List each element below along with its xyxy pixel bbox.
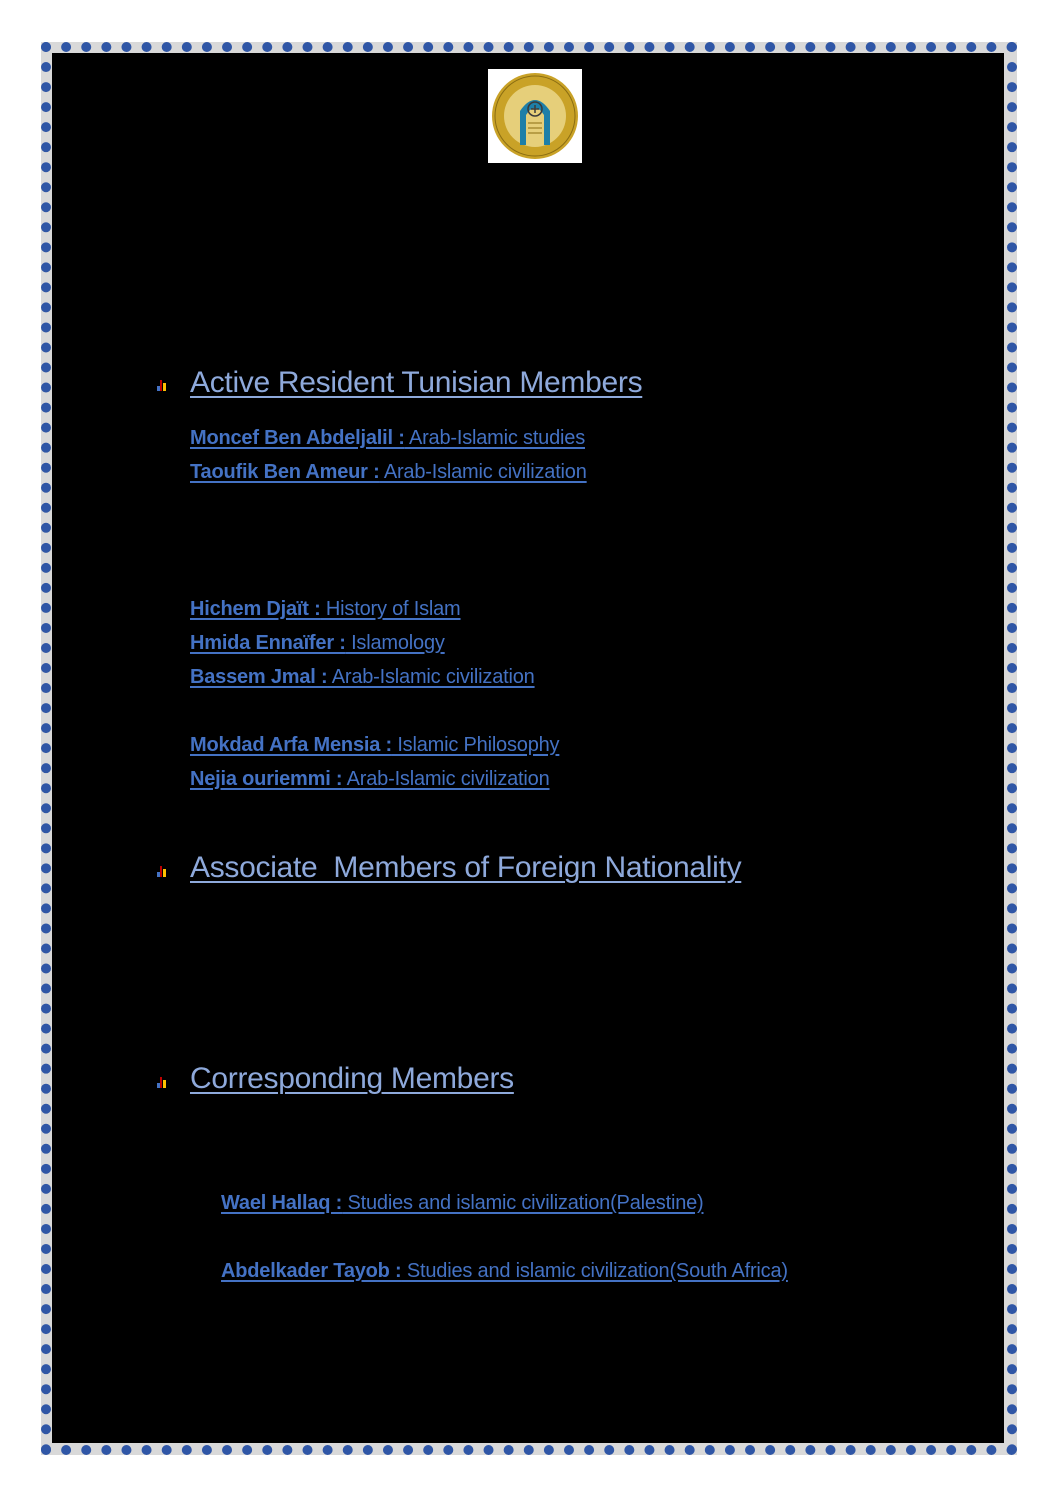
member-link[interactable] xyxy=(190,768,550,791)
member-link[interactable] xyxy=(190,666,535,689)
section-bullet-icon xyxy=(157,380,168,391)
member-name: Wael Hallaq : xyxy=(221,1192,343,1214)
academy-seal-icon xyxy=(490,71,580,161)
member-link[interactable] xyxy=(190,632,445,655)
member-field: History of Islam xyxy=(320,598,461,620)
member-field: Arab-Islamic civilization xyxy=(379,461,587,483)
member-field: Studies and islamic civilization(South Africa) xyxy=(401,1260,788,1282)
section-heading-associate-foreign[interactable]: Associate Members of Foreign Nationality xyxy=(190,851,742,884)
member-link[interactable] xyxy=(190,598,461,621)
member-field: Islamic Philosophy xyxy=(391,734,560,756)
member-name: Hmida Ennaïfer : xyxy=(190,632,346,654)
member-name: Abdelkader Tayob : xyxy=(221,1260,402,1282)
member-name: Taoufik Ben Ameur : xyxy=(190,461,380,483)
section-heading-active-resident[interactable]: Active Resident Tunisian Members xyxy=(190,366,643,399)
member-field: Arab-Islamic civilization xyxy=(342,768,550,790)
member-field: Arab-Islamic civilization xyxy=(327,666,535,688)
member-field: Studies and islamic civilization(Palestine) xyxy=(342,1192,704,1214)
member-name: Nejia ouriemmi : xyxy=(190,768,343,790)
member-field: Arab-Islamic studies xyxy=(404,427,585,449)
member-name: Moncef Ben Abdeljalil : xyxy=(190,427,405,449)
member-link[interactable] xyxy=(190,734,559,757)
member-link[interactable] xyxy=(190,461,587,484)
section-heading-corresponding[interactable]: Corresponding Members xyxy=(190,1062,514,1095)
section-bullet-icon xyxy=(157,1077,168,1088)
member-field: Islamology xyxy=(345,632,445,654)
member-link[interactable] xyxy=(221,1260,788,1283)
member-name: Bassem Jmal : xyxy=(190,666,328,688)
academy-seal-logo xyxy=(488,69,582,163)
member-name: Mokdad Arfa Mensia : xyxy=(190,734,392,756)
section-bullet-icon xyxy=(157,866,168,877)
member-name: Hichem Djaït : xyxy=(190,598,321,620)
member-link[interactable] xyxy=(221,1192,704,1215)
member-link[interactable] xyxy=(190,427,585,450)
